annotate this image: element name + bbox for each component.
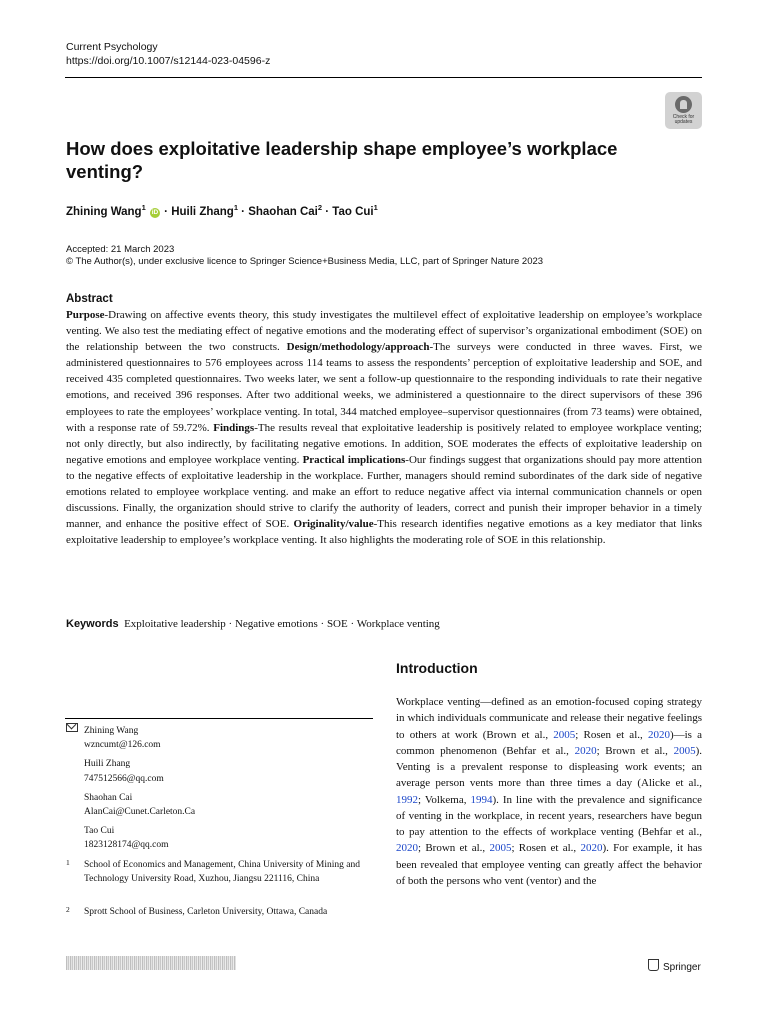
author-name[interactable]: Zhining Wang [66, 205, 142, 218]
contact-entry [66, 791, 376, 819]
copyright-notice: © The Author(s), under exclusive licence to Springer Science+Business Media, LLC, part of Springer Nature 2023 [66, 256, 544, 267]
journal-header [66, 40, 270, 68]
abstract-practical-text: -Our findings suggest that organizations should pay more attention to the negative effects of exploitative leadership in the workplace. Further, managers should remind subordinates of the dark side of negative emotions related to employee workplace venting. and make an effort to reduce negative affect via internal communication channels or open discussions. Finally, the organization should strive to clarify the authority of leaders, correct and punish their improper behavior in a timely manner, and enhance the positive effect of SOE. [66, 453, 702, 531]
check-for-updates-label: Check for updates [672, 114, 695, 125]
intro-text: )—is a common phenomenon (Behfar et al., [396, 728, 703, 757]
keyword: Workplace venting [356, 618, 440, 630]
abstract-originality-text: -This research identifies negative emotions as a key mediator that links exploitative leadership to employee’s workplace venting. It also highlights the moderating role of SOE in this relationship. [66, 518, 703, 547]
affiliation-text: Sprott School of Business, Carleton University, Ottawa, Canada [84, 907, 328, 917]
contact-name: Zhining Wang [84, 726, 139, 736]
affiliation-text: School of Economics and Management, China University of Mining and Technology University Road, Xuzhou, Jiangsu 221116, China [84, 860, 360, 885]
intro-text: ). Venting is a prevalent response to displeasing work events; an average person vents more than three times a day (Alicke et al., [396, 744, 702, 790]
intro-text: ; Volkema, [418, 793, 471, 806]
abstract-design-text: -The surveys were conducted in three waves. First, we administered questionnaires to 576 employees across 114 teams to assess the respondents’ perception of exploitative leadership and SOE, and received 435 completed questionnaires. Two weeks later, we sent a follow-up questionnaire to the responding individuals to rate their negative emotions, and received 396 responses. After two additional weeks, we administered a questionnaire to the direct supervisors of these 396 employees to rate the employees’ workplace venting. In total, 344 matched employee–supervisor questionnaires (from 73 teams) were obtained, with a response rate of 59.72%. [66, 341, 702, 434]
publisher-name: Springer [663, 962, 701, 973]
citation-link[interactable]: 2020 [647, 728, 670, 741]
intro-text: ; Brown et al., [596, 744, 674, 757]
author-affiliation-sup: 2 [317, 203, 323, 212]
contact-email[interactable]: 747512566@qq.com [84, 773, 164, 784]
intro-text: ). In line with the prevalence and significance of venting in the workplace, in recent years, researchers have begun to pay attention to the effects of workplace venting (Behfar et al., [396, 793, 702, 838]
author-name[interactable]: Huili Zhang [171, 205, 234, 218]
abstract-originality-label: Originality/value [293, 518, 374, 531]
publisher-logo [648, 959, 701, 973]
affiliation [66, 905, 366, 919]
bookmark-icon [675, 96, 692, 113]
contact-name: Tao Cui [84, 826, 115, 837]
keywords-label: Keywords [66, 618, 119, 630]
citation-link[interactable]: 2005 [553, 728, 576, 741]
affiliation-number: 2 [66, 905, 70, 914]
journal-name: Current Psychology [66, 41, 158, 53]
citation-link[interactable]: 2005 [489, 842, 512, 855]
abstract-design-label: Design/methodology/approach [286, 341, 430, 354]
keyword: Exploitative leadership [124, 618, 226, 630]
envelope-icon [66, 723, 78, 732]
intro-text: ; Rosen et al., [511, 842, 581, 855]
author-affiliation-sup: 1 [141, 203, 146, 212]
intro-text: Workplace venting—defined as an emotion-focused coping strategy in which individuals communicate and release their negative feelings to others at work (Brown et al., [396, 696, 702, 741]
affiliation-number: 1 [66, 858, 70, 867]
keywords-line: Keywords Exploitative leadership · Negative emotions · SOE · Workplace venting [66, 618, 440, 630]
intro-text: ; Rosen et al., [575, 728, 648, 741]
header-divider [65, 77, 702, 78]
barcode-strip [66, 956, 236, 970]
contact-email[interactable]: wzncumt@126.com [84, 740, 161, 751]
publication-info [66, 244, 543, 268]
author-affiliation-sup: 1 [233, 203, 238, 212]
contact-name: Shaohan Cai [84, 792, 133, 803]
introduction-body [396, 694, 702, 889]
author-affiliation-sup: 1 [373, 203, 378, 212]
abstract-findings-label: Findings [213, 421, 255, 434]
abstract-purpose-label: Purpose [66, 309, 105, 321]
footnote-divider [65, 718, 373, 719]
citation-link[interactable]: 2020 [396, 842, 418, 855]
intro-text: ). For example, it has been revealed that employee venting can greatly affect the behavior of both the persons who vent (ventor) and the [396, 842, 702, 887]
corresponding-author [66, 723, 376, 752]
abstract-heading: Abstract [66, 293, 113, 305]
contact-email[interactable]: AlanCai@Cunet.Carleton.Ca [84, 807, 196, 818]
contact-name: Huili Zhang [84, 759, 131, 770]
doi-link[interactable]: https://doi.org/10.1007/s12144-023-04596-z [66, 55, 271, 67]
contact-entry [66, 824, 376, 852]
citation-link[interactable]: 1994 [470, 793, 493, 806]
abstract-findings-text: -The results reveal that exploitative leadership is positively related to employee workplace venting; not only directly, but also indirectly, by facilitating negative emotions. In addition, SOE moderates the effects of exploitative leadership on negative emotions and employee workplace venting. [66, 421, 702, 466]
citation-link[interactable]: 2005 [673, 744, 696, 757]
abstract-body [66, 307, 702, 548]
citation-link[interactable]: 2020 [580, 842, 603, 855]
citation-link[interactable]: 1992 [396, 793, 418, 806]
contact-entry [66, 757, 376, 785]
accepted-date: Accepted: 21 March 2023 [66, 244, 175, 255]
orcid-icon[interactable]: iD [151, 208, 159, 216]
affiliation [66, 858, 366, 886]
introduction-heading: Introduction [396, 660, 478, 676]
keyword: Negative emotions [234, 618, 318, 630]
author-list: Zhining Wang$^1$ iD · Huili Zhang$^1$ · Shaohan Cai$^2$ · Tao Cui$^1$ [66, 203, 378, 218]
author-name[interactable]: Shaohan Cai [248, 205, 318, 218]
springer-horse-icon [648, 959, 659, 971]
contact-email[interactable]: 1823128174@qq.com [84, 840, 169, 851]
abstract-purpose-text: -Drawing on affective events theory, this study investigates the multilevel effect of exploitative leadership on employee’s workplace venting. We also test the mediating effect of negative emotions and the moderating effect of supervisor’s organizational embodiment (SOE) on the relationship between the two constructs. [66, 309, 702, 354]
abstract-practical-label: Practical implications [302, 453, 406, 466]
author-name[interactable]: Tao Cui [332, 205, 374, 218]
keyword: SOE [326, 618, 348, 630]
intro-text: ; Brown et al., [418, 842, 490, 855]
check-for-updates-badge[interactable] [665, 92, 702, 129]
correspondence-block [66, 723, 376, 858]
paper-title: How does exploitative leadership shape employee’s workplace venting? [66, 138, 618, 182]
citation-link[interactable]: 2020 [574, 744, 597, 757]
